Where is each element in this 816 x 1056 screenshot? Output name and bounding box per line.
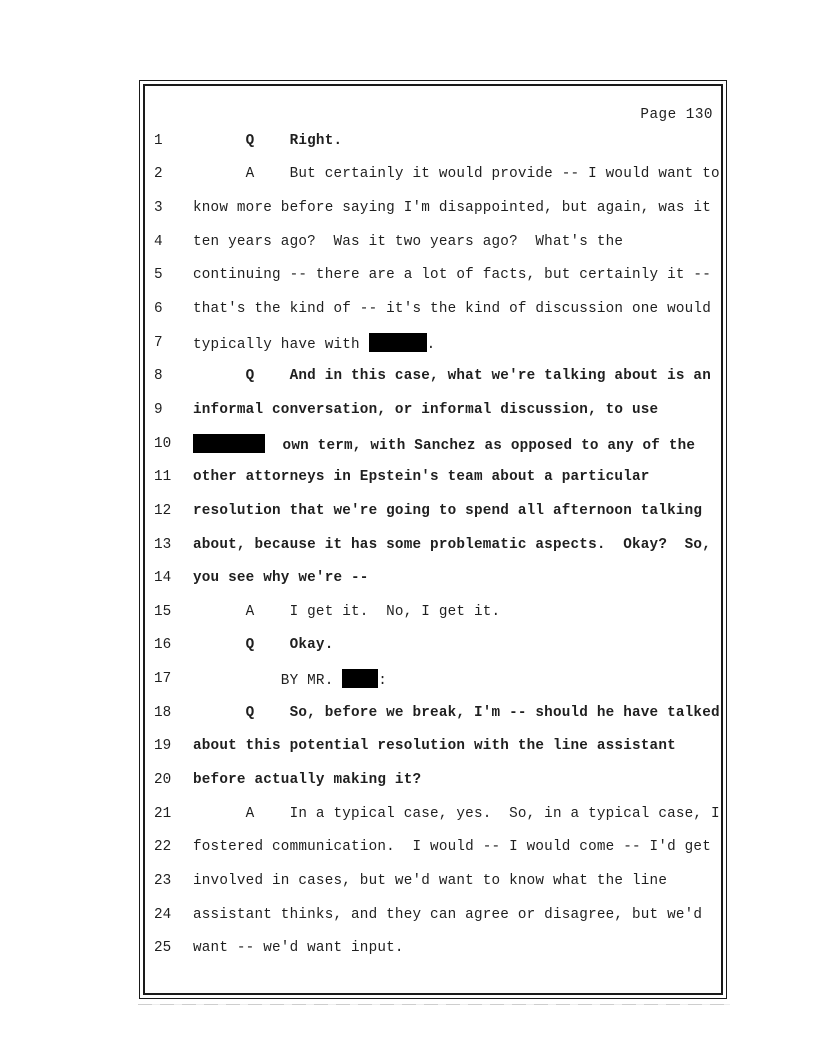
line-number: 2 — [154, 166, 163, 183]
transcript-line — [145, 292, 721, 326]
line-number: 22 — [154, 839, 172, 856]
transcript-line — [145, 730, 721, 764]
line-text: A But certainly it would provide -- I would want to — [193, 166, 720, 183]
transcript-page-inner-frame — [143, 84, 723, 995]
line-number: 15 — [154, 603, 172, 620]
transcript-line — [145, 864, 721, 898]
line-text: informal conversation, or informal discussion, to use — [193, 401, 659, 418]
line-text: BY MR. : — [193, 669, 387, 689]
redaction-box — [369, 333, 427, 352]
transcript-body — [145, 124, 721, 965]
redaction-box — [342, 669, 378, 688]
line-number: 11 — [154, 469, 172, 486]
line-text: you see why we're -- — [193, 570, 369, 587]
line-text: assistant thinks, and they can agree or disagree, but we'd — [193, 906, 703, 923]
line-number: 4 — [154, 233, 163, 250]
transcript-line — [145, 898, 721, 932]
transcript-line — [145, 124, 721, 158]
transcript-line — [145, 662, 721, 696]
line-text: that's the kind of -- it's the kind of discussion one would — [193, 301, 711, 318]
line-text: typically have with . — [193, 333, 435, 353]
line-number: 25 — [154, 940, 172, 957]
line-number: 13 — [154, 536, 172, 553]
line-text: about this potential resolution with the line assistant — [193, 738, 676, 755]
line-number: 20 — [154, 771, 172, 788]
line-text: A I get it. No, I get it. — [193, 603, 501, 620]
line-number: 14 — [154, 570, 172, 587]
transcript-line — [145, 494, 721, 528]
line-number: 8 — [154, 368, 163, 385]
line-number: 1 — [154, 132, 163, 149]
transcript-line — [145, 797, 721, 831]
page-number-row — [145, 86, 721, 124]
line-number: 17 — [154, 671, 172, 688]
redaction-box — [193, 434, 265, 453]
transcript-line — [145, 393, 721, 427]
line-text: ten years ago? Was it two years ago? What's the — [193, 233, 624, 250]
transcript-line — [145, 696, 721, 730]
transcript-page-frame — [139, 80, 727, 999]
line-number: 21 — [154, 805, 172, 822]
line-text: Q Okay. — [193, 637, 334, 654]
line-number: 10 — [154, 435, 172, 452]
line-number: 7 — [154, 334, 163, 351]
line-text: resolution that we're going to spend all afternoon talking — [193, 502, 703, 519]
line-number: 16 — [154, 637, 172, 654]
line-number: 24 — [154, 906, 172, 923]
transcript-line — [145, 931, 721, 965]
line-text: Q And in this case, what we're talking about is an — [193, 368, 711, 385]
transcript-line — [145, 225, 721, 259]
line-text: know more before saying I'm disappointed, but again, was it — [193, 200, 711, 217]
line-number: 3 — [154, 200, 163, 217]
line-text: A In a typical case, yes. So, in a typical case, I — [193, 805, 720, 822]
line-text: own term, with Sanchez as opposed to any of the — [193, 434, 695, 454]
transcript-line — [145, 561, 721, 595]
line-text: continuing -- there are a lot of facts, but certainly it -- — [193, 267, 711, 284]
transcript-line — [145, 158, 721, 192]
transcript-line — [145, 528, 721, 562]
line-number: 23 — [154, 872, 172, 889]
line-number: 9 — [154, 401, 163, 418]
line-number: 12 — [154, 502, 172, 519]
page-number: Page 130 — [640, 107, 713, 123]
line-text: about, because it has some problematic aspects. Okay? So, — [193, 536, 711, 553]
line-text: Q Right. — [193, 132, 343, 149]
line-number: 18 — [154, 704, 172, 721]
transcript-line — [145, 460, 721, 494]
transcript-line — [145, 427, 721, 461]
line-text: fostered communication. I would -- I would come -- I'd get — [193, 839, 711, 856]
line-text: want -- we'd want input. — [193, 940, 404, 957]
line-text: before actually making it? — [193, 771, 422, 788]
transcript-line — [145, 359, 721, 393]
transcript-line — [145, 595, 721, 629]
transcript-line — [145, 191, 721, 225]
transcript-line — [145, 326, 721, 360]
line-text: Q So, before we break, I'm -- should he have talked — [193, 704, 720, 721]
transcript-line — [145, 763, 721, 797]
line-number: 5 — [154, 267, 163, 284]
transcript-line — [145, 629, 721, 663]
transcript-line — [145, 259, 721, 293]
line-number: 6 — [154, 301, 163, 318]
transcript-line — [145, 830, 721, 864]
line-text: other attorneys in Epstein's team about a particular — [193, 469, 650, 486]
line-text: involved in cases, but we'd want to know what the line — [193, 872, 668, 889]
line-number: 19 — [154, 738, 172, 755]
